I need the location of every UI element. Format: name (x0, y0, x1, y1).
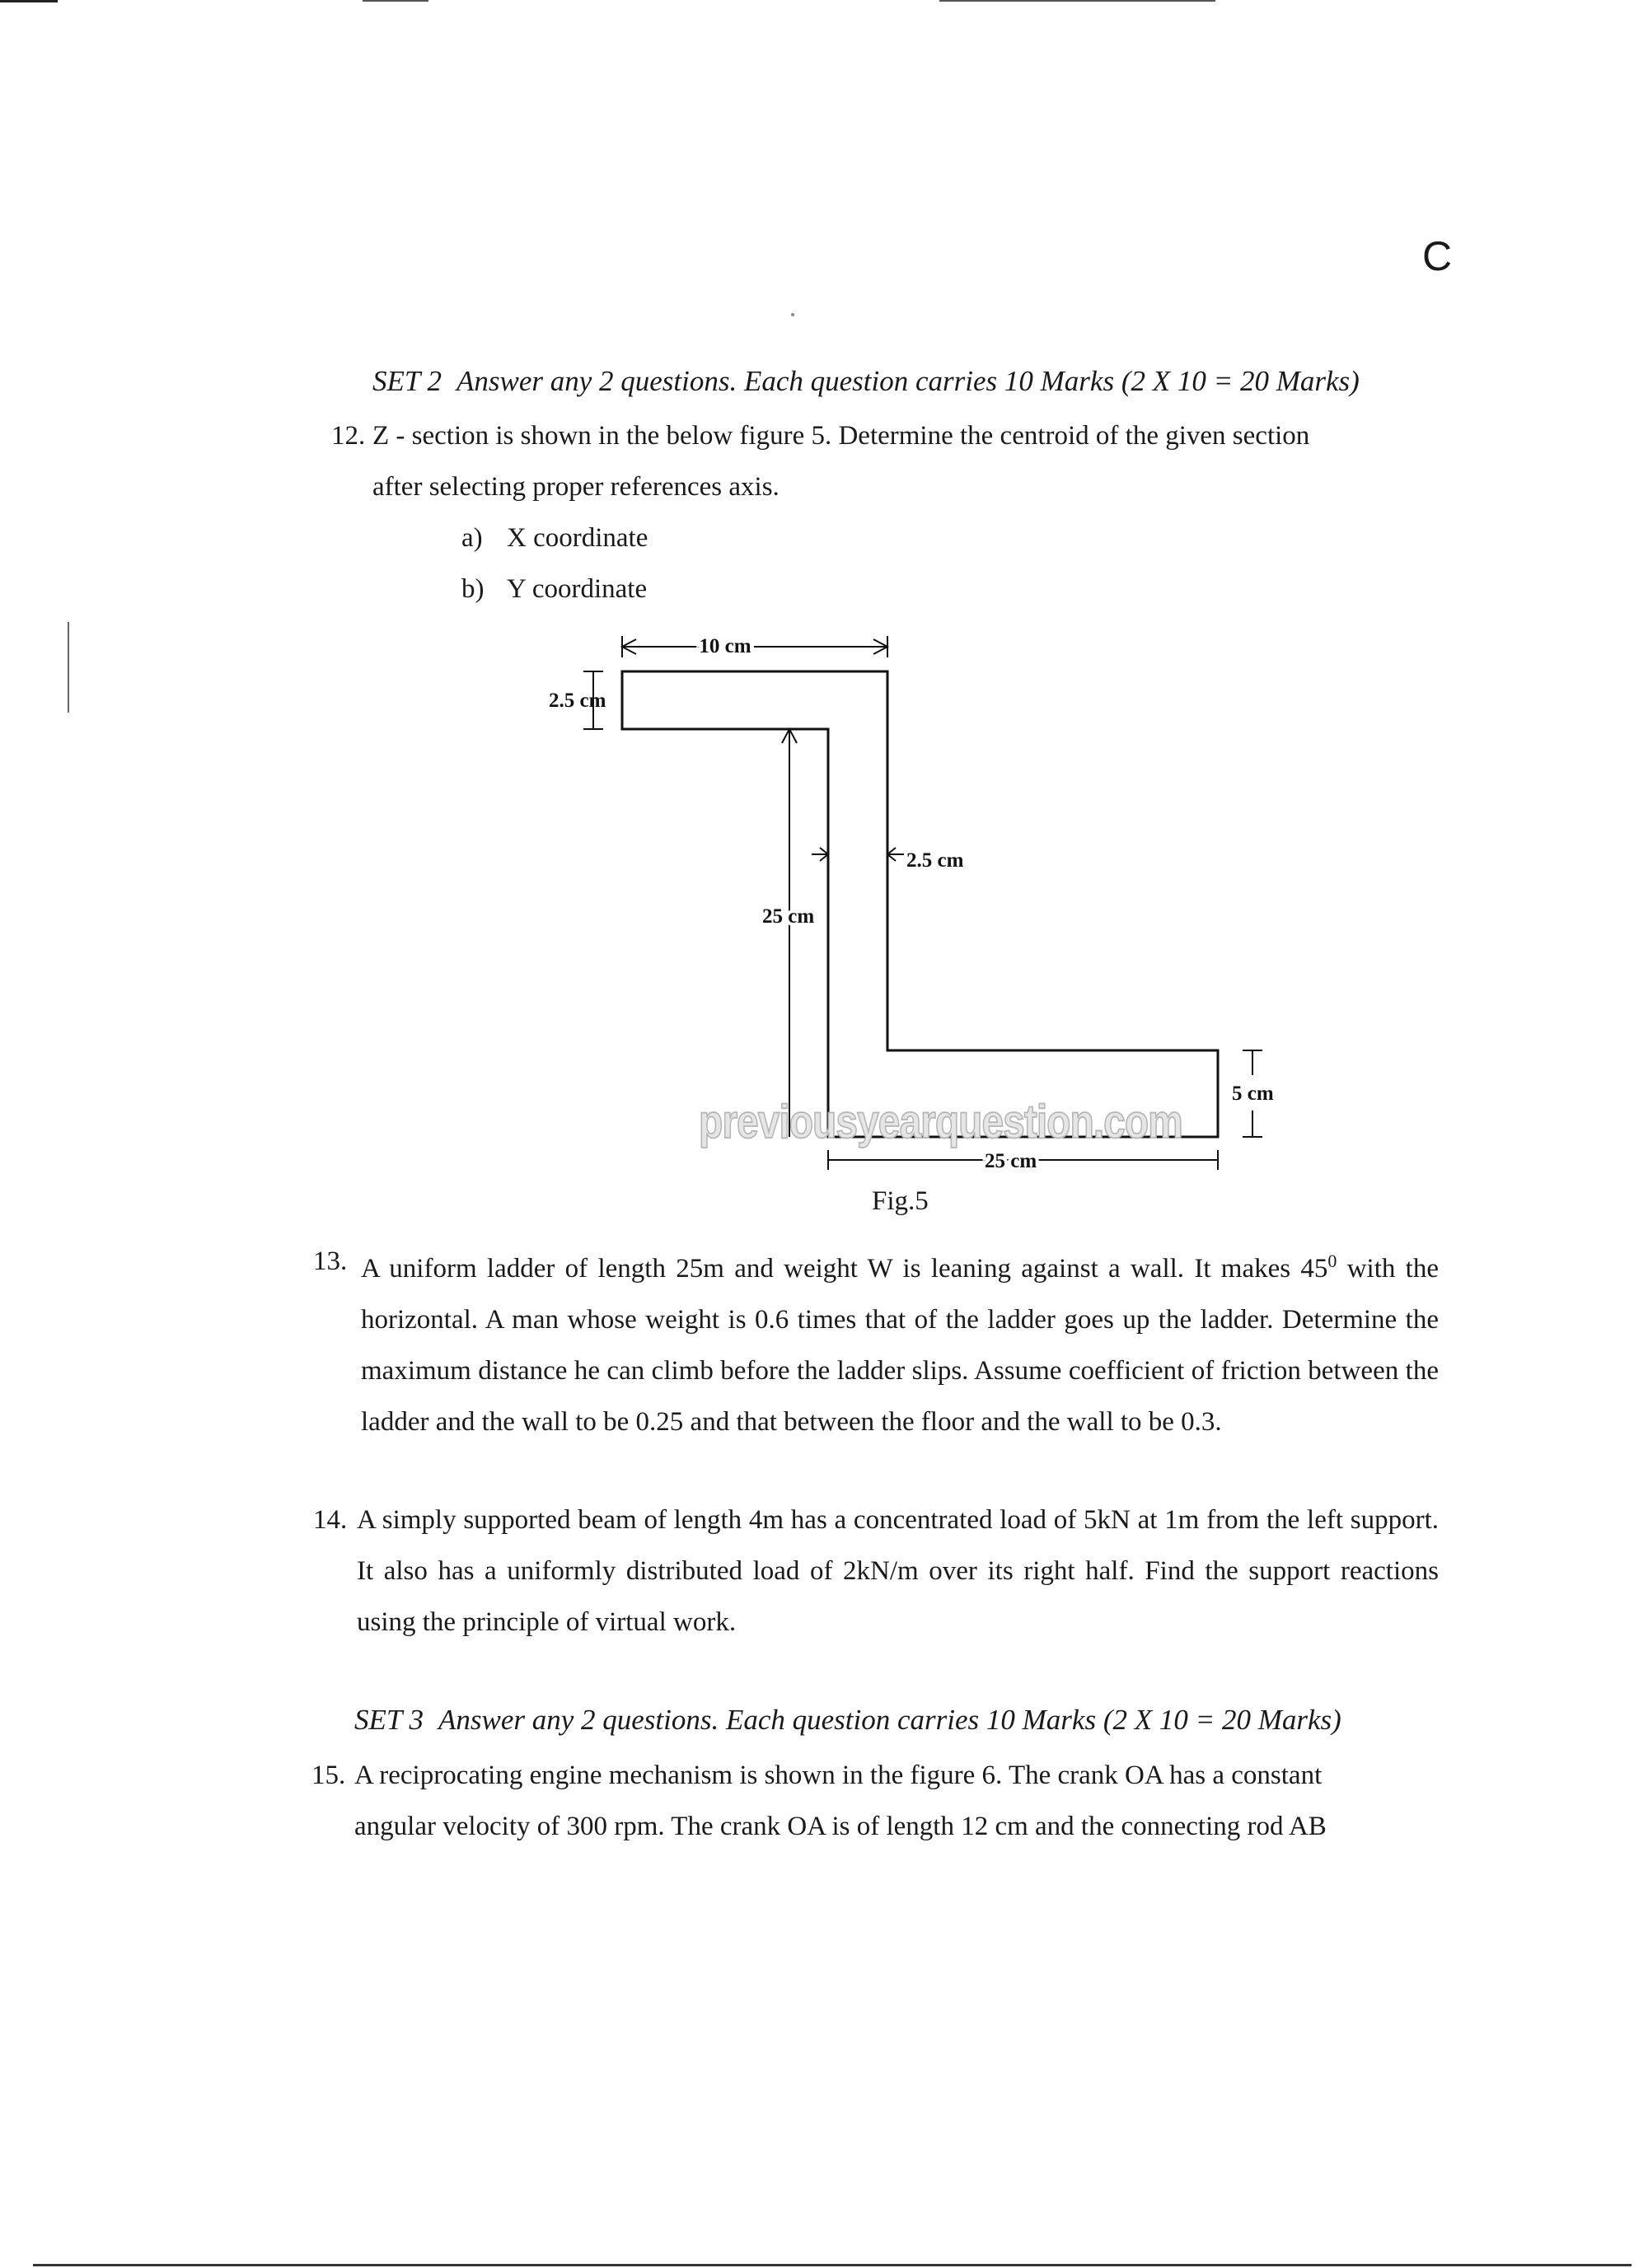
q13-degree-sup: 0 (1327, 1251, 1337, 1271)
option-text: Y coordinate (507, 574, 648, 604)
z-section-outline (622, 671, 1218, 1137)
scan-edge-mark (33, 2264, 1632, 2266)
scan-edge-mark (363, 0, 428, 2)
q12-option-a (461, 512, 648, 563)
dim-label-web-thickness: 2.5 cm (906, 849, 964, 872)
dim-label-web-height: 25 cm (762, 905, 815, 928)
option-label: a) (461, 523, 483, 553)
set2-instruction: Answer any 2 questions. Each question carries 10 Marks (2 X 10 = 20 Marks) (456, 365, 1360, 397)
set3-instruction: Answer any 2 questions. Each question carries 10 Marks (2 X 10 = 20 Marks) (438, 1704, 1341, 1736)
set2-label: SET 2 (372, 365, 442, 397)
option-text: X coordinate (507, 523, 648, 553)
scan-edge-mark (939, 0, 1215, 2)
dim-label-flange: 2.5 cm (549, 690, 606, 712)
set3-header (354, 1704, 1341, 1737)
scan-edge-mark (0, 0, 58, 2)
q14-number: 14. (313, 1505, 348, 1535)
scan-edge-mark (68, 622, 69, 713)
q12-line1: Z - section is shown in the below figure 5. Determine the centroid of the given section (372, 421, 1310, 451)
scan-dust-dot (791, 313, 794, 316)
watermark-logo: previousyearquestion.com (699, 1096, 1182, 1149)
q15-line1: A reciprocating engine mechanism is shown in the figure 6. The crank OA has a constant (354, 1761, 1323, 1790)
dim-label-bottom-thickness: 5 cm (1232, 1083, 1274, 1105)
set-code: C (1422, 233, 1453, 279)
q13-text-post: with the horizontal. A man whose weight is 0.6 times that of the ladder goes up the ladder. Determine the maximum distance he can climb before the ladder slips. Assume coefficient of friction between the ladder and the wall to be 0.25 and that between the floor and the wall to be 0.3. (361, 1254, 1439, 1437)
q13-text-pre: A uniform ladder of length 25m and weight W is leaning against a wall. It makes 45 (361, 1254, 1328, 1284)
q14-text: A simply supported beam of length 4m has a concentrated load of 5kN at 1m from the left support. It also has a uniformly distributed load of 2kN/m over its right half. Find the support reactions using the principle of virtual work. (357, 1505, 1439, 1637)
dim-label-bottom: 25 cm (985, 1150, 1037, 1172)
q15-line2: angular velocity of 300 rpm. The crank OA is of length 12 cm and the connecting rod AB (354, 1812, 1327, 1841)
set3-label: SET 3 (354, 1704, 424, 1736)
q12-option-b (461, 563, 647, 615)
option-label: b) (461, 574, 485, 604)
q12-line2: after selecting proper references axis. (372, 472, 780, 502)
q13-text (361, 1236, 1439, 1447)
q15-number: 15. (311, 1761, 346, 1790)
q12-number: 12. (331, 421, 366, 451)
set2-header (372, 365, 1360, 398)
q13-number: 13. (313, 1246, 348, 1276)
dim-label-top: 10 cm (699, 635, 751, 657)
figure-5-caption: Fig.5 (872, 1186, 929, 1216)
